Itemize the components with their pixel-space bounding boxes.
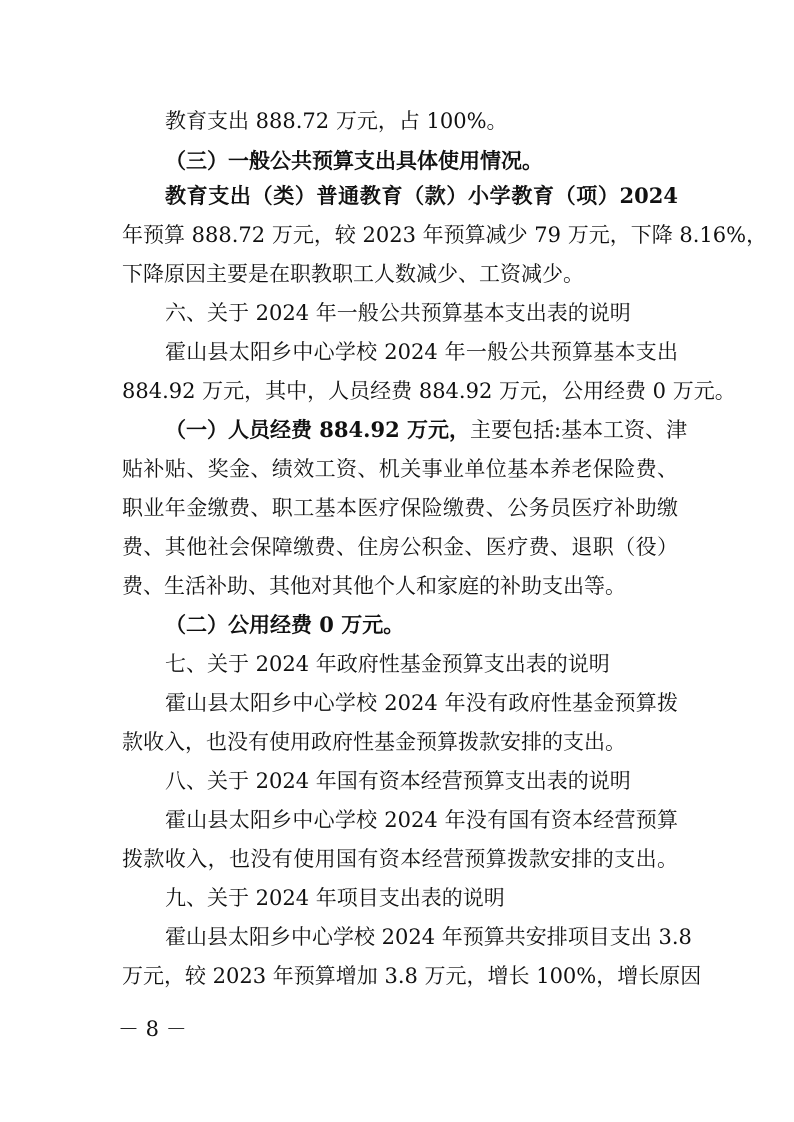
paragraph-line: 职业年金缴费、职工基本医疗保险缴费、公务员医疗补助缴 [122,496,678,520]
paragraph-line: 年预算 888.72 万元，较 2023 年预算减少 79 万元，下降 8.16%， [122,223,768,247]
paragraph-line: 霍山县太阳乡中心学校 2024 年预算共安排项目支出 3.8 [165,925,692,949]
paragraph-line: 教育支出（类）普通教育（款）小学教育（项）2024 [165,183,678,208]
subsection-heading: （二）公用经费 0 万元。 [165,612,405,637]
paragraph-line: 贴补贴、奖金、绩效工资、机关事业单位基本养老保险费、 [122,457,678,481]
paragraph-line: 费、生活补助、其他对其他个人和家庭的补助支出等。 [122,574,626,598]
paragraph-line [165,417,688,443]
paragraph-line: 款收入，也没有使用政府性基金预算拨款安排的支出。 [122,730,626,754]
paragraph-line: 费、其他社会保障缴费、住房公积金、医疗费、退职（役） [122,535,678,559]
section-heading: 六、关于 2024 年一般公共预算基本支出表的说明 [165,301,631,325]
section-heading: （三）一般公共预算支出具体使用情况。 [165,148,543,173]
paragraph-line: 884.92 万元，其中，人员经费 884.92 万元，公用经费 0 万元。 [122,379,736,403]
paragraph-line: 教育支出 888.72 万元，占 100%。 [165,109,508,133]
paragraph-line: 霍山县太阳乡中心学校 2024 年没有政府性基金预算拨 [165,691,678,715]
paragraph-text: 主要包括:基本工资、津 [470,418,688,442]
section-heading: 八、关于 2024 年国有资本经营预算支出表的说明 [165,769,631,793]
paragraph-line: 拨款收入，也没有使用国有资本经营预算拨款安排的支出。 [122,847,678,871]
section-heading: 七、关于 2024 年政府性基金预算支出表的说明 [165,652,610,676]
paragraph-line: 万元，较 2023 年预算增加 3.8 万元，增长 100%，增长原因 [122,964,702,988]
subsection-heading: （一）人员经费 884.92 万元， [165,417,470,442]
page-number: － 8 － [118,1017,187,1041]
paragraph-line: 霍山县太阳乡中心学校 2024 年没有国有资本经营预算 [165,808,678,832]
section-heading: 九、关于 2024 年项目支出表的说明 [165,886,505,910]
paragraph-line: 霍山县太阳乡中心学校 2024 年一般公共预算基本支出 [165,340,678,364]
paragraph-line: 下降原因主要是在职教职工人数减少、工资减少。 [122,262,584,286]
